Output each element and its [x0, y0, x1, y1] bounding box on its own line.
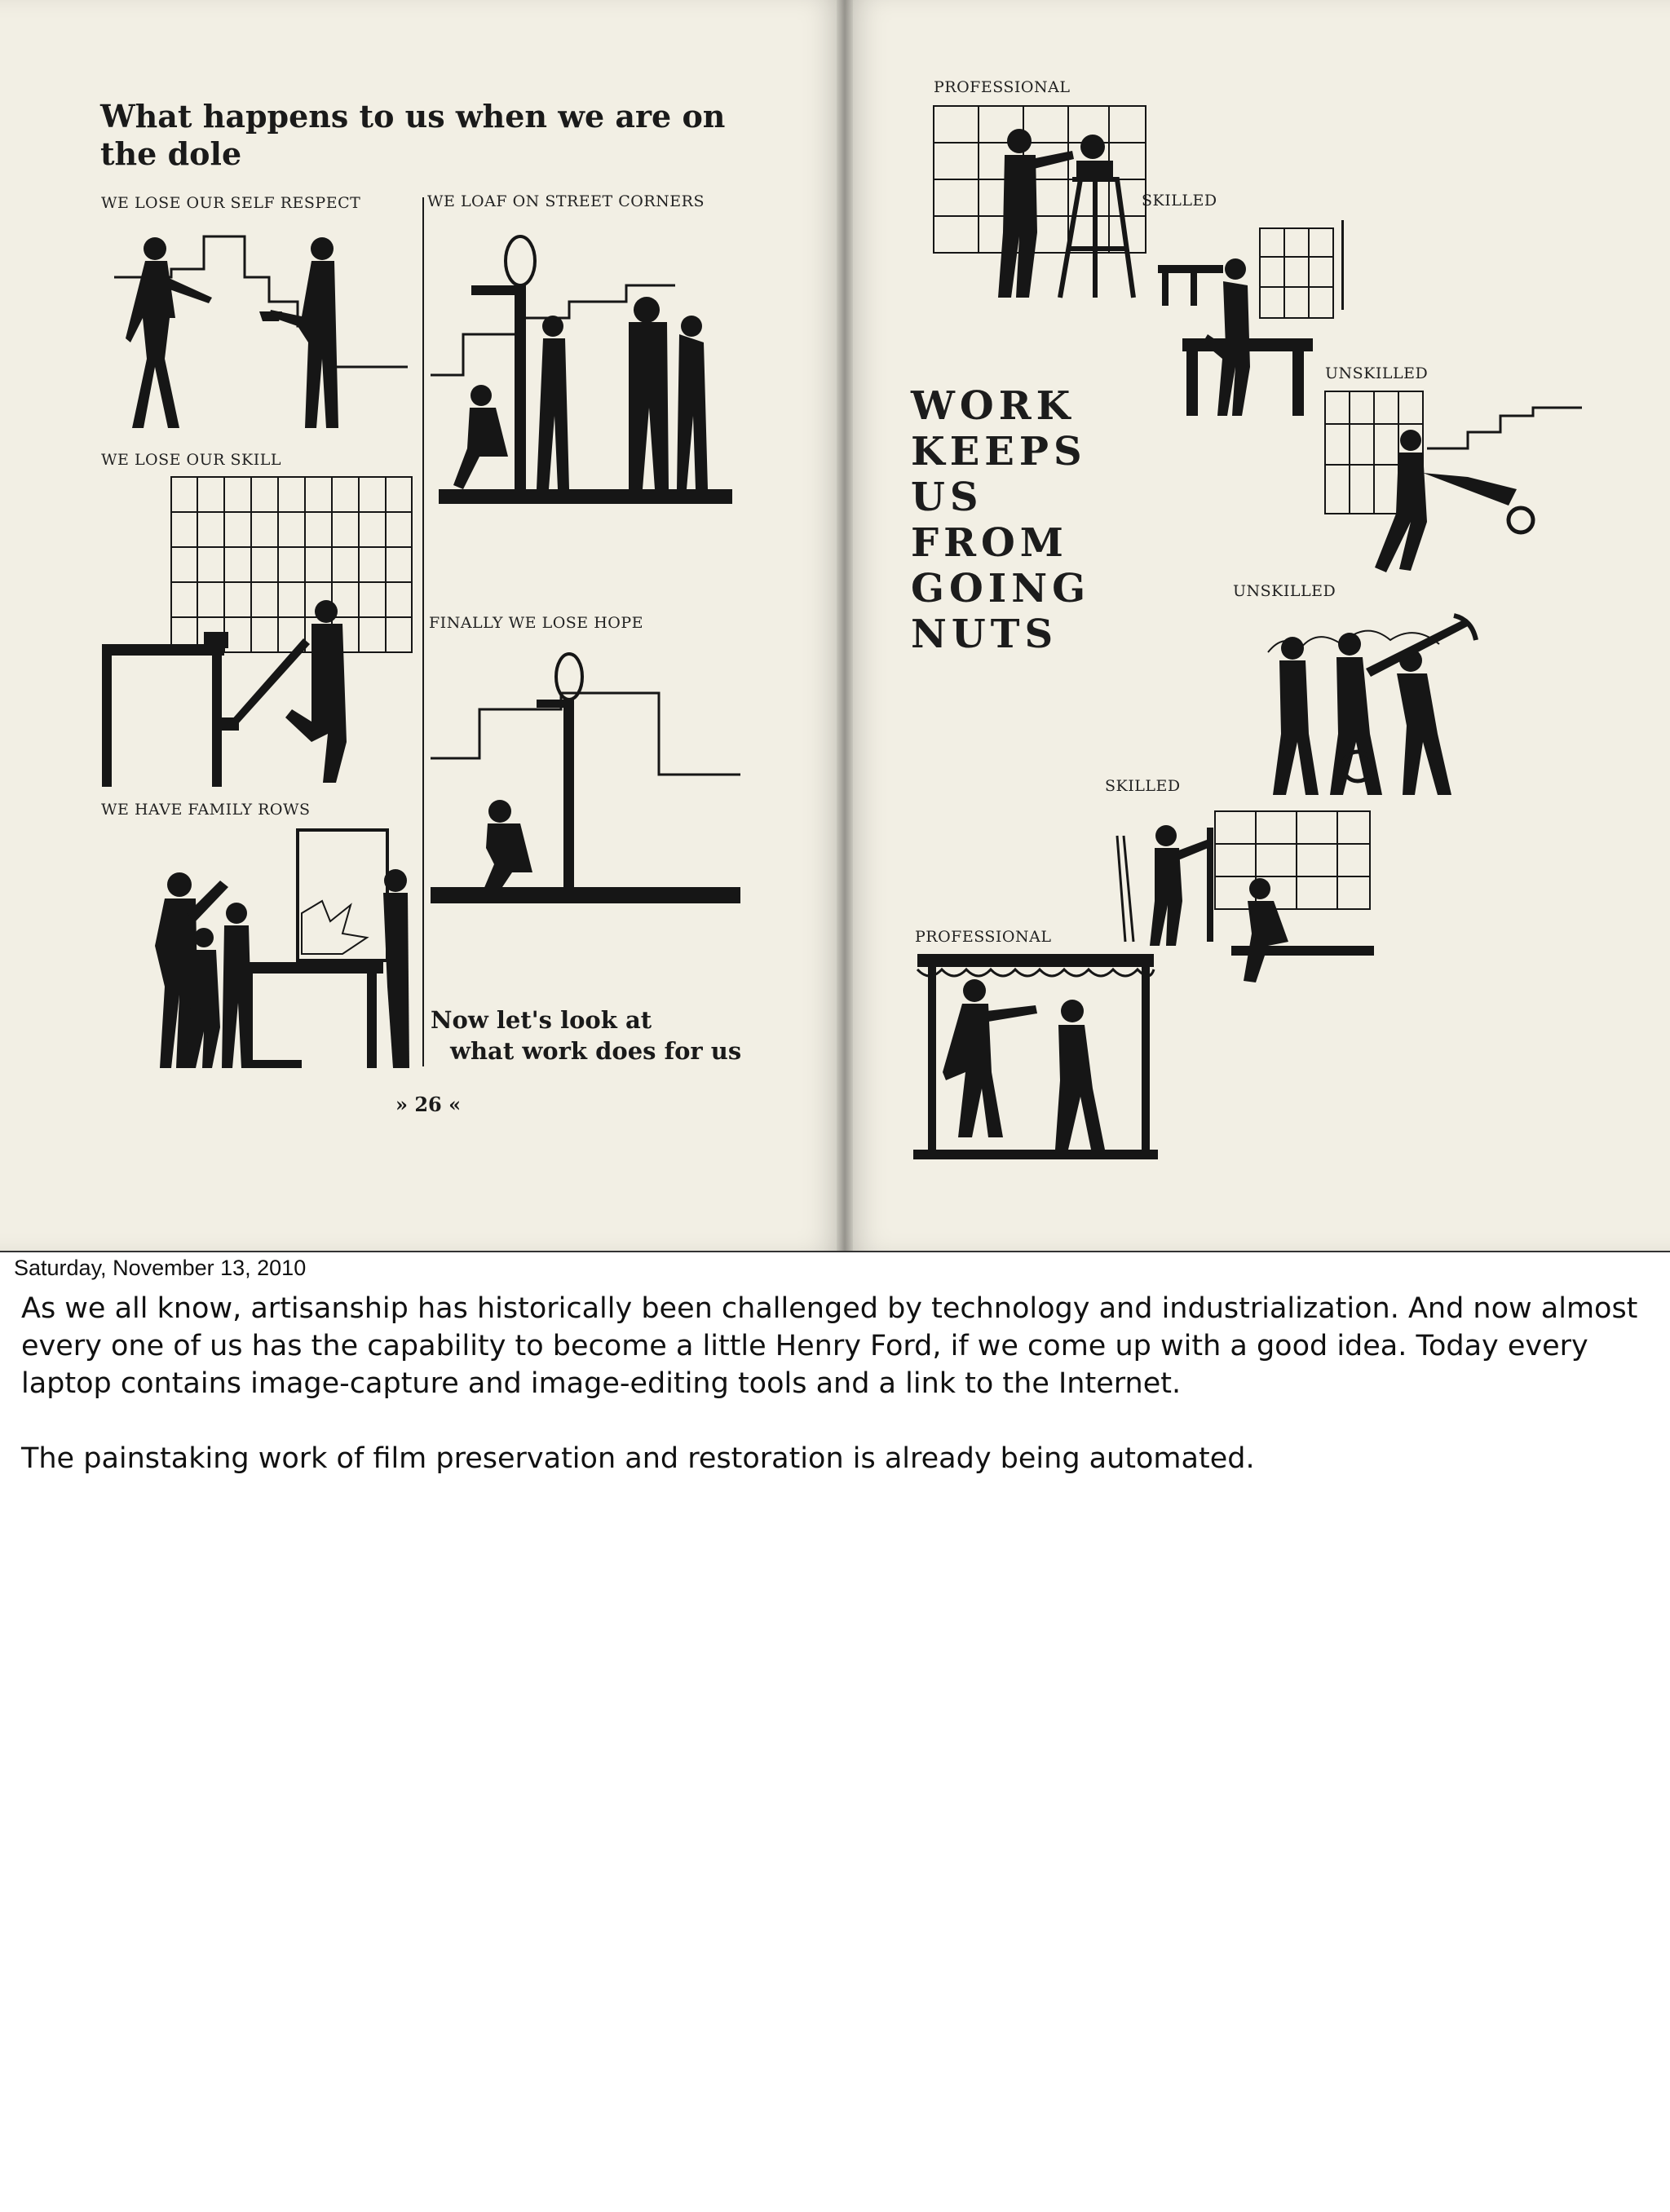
page-number: » 26 «: [395, 1093, 462, 1116]
lose-hope-illustration: [431, 636, 740, 913]
label-skilled-bottom: SKILLED: [1105, 777, 1181, 795]
headline-line-1: WORK: [911, 383, 1076, 429]
headline-line-4: FROM: [911, 520, 1068, 566]
label-professional-top: PROFESSIONAL: [934, 78, 1071, 96]
unskilled-wheelbarrow-illustration: [1321, 383, 1590, 587]
label-professional-bottom: PROFESSIONAL: [915, 928, 1052, 946]
label-skilled-top: SKILLED: [1142, 192, 1217, 210]
closing-text: [431, 1004, 741, 1066]
unskilled-pickaxe-illustration: [1227, 603, 1504, 799]
closing-line-1: Now let's look at: [431, 1006, 652, 1034]
caption-street-corners: WE LOAF ON STREET CORNERS: [427, 192, 705, 210]
label-unskilled-1: UNSKILLED: [1325, 364, 1429, 382]
caption-hope: FINALLY WE LOSE HOPE: [429, 614, 643, 632]
label-unskilled-2: UNSKILLED: [1233, 582, 1336, 600]
caption-self-respect: WE LOSE OUR SELF RESPECT: [101, 194, 361, 212]
work-keeps-headline: [911, 383, 1090, 657]
book-gutter: [837, 0, 853, 1251]
book-heading-line-1: What happens to us when we are on: [100, 98, 726, 135]
self-respect-illustration: [98, 220, 424, 432]
speaker-notes: [21, 1290, 1652, 1477]
caption-skill: WE LOSE OUR SKILL: [101, 451, 281, 469]
street-corners-illustration: [431, 212, 740, 514]
closing-line-2: what work does for us: [450, 1037, 742, 1065]
family-rows-illustration: [98, 823, 424, 1068]
slide-timestamp: Saturday, November 13, 2010: [14, 1256, 307, 1280]
headline-line-6: NUTS: [911, 612, 1058, 657]
headline-line-3: US: [911, 475, 983, 520]
notes-paragraph-2: The painstaking work of film preservation and restoration is already being automated.: [21, 1442, 1255, 1475]
headline-line-5: GOING: [911, 566, 1091, 612]
skill-illustration: [98, 473, 424, 791]
book-heading-line-2: the dole: [100, 135, 242, 172]
notes-paragraph-1: As we all know, artisanship has historically been challenged by technology and industrialization. And now almost every one of us has the capability to become a little Henry Ford, if we come up with a good idea. Today every laptop contains image-capture and image-editing tools and a link to the Internet.: [21, 1292, 1638, 1400]
caption-family-rows: WE HAVE FAMILY ROWS: [101, 801, 311, 819]
book-heading: [100, 98, 769, 173]
headline-line-2: KEEPS: [911, 429, 1087, 475]
professional-painter-illustration: [913, 950, 1191, 1162]
